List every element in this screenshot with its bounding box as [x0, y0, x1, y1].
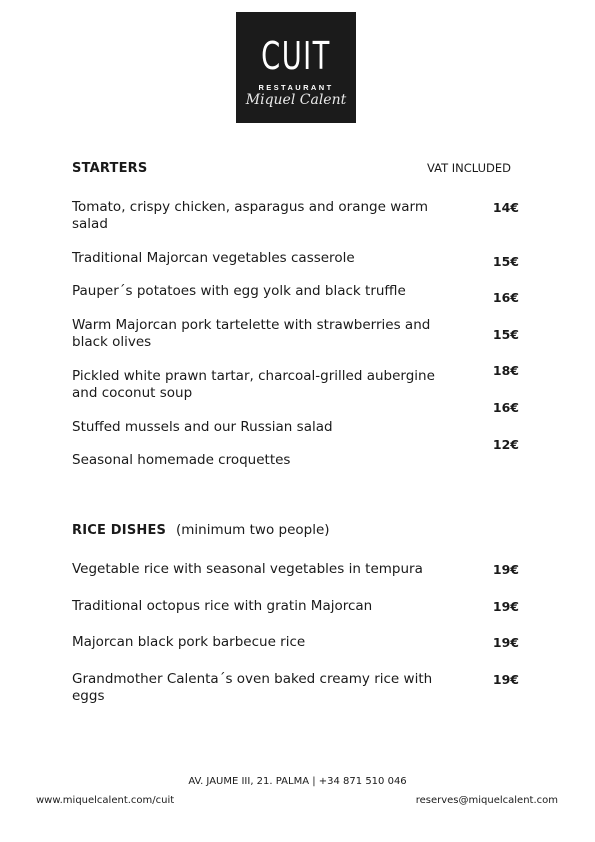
starter-item-price: 14€	[492, 200, 519, 215]
starter-item-price: 15€	[492, 327, 519, 342]
restaurant-logo	[236, 12, 356, 123]
rice-note: (minimum two people)	[176, 522, 330, 538]
starter-item-name: Pauper´s potatoes with egg yolk and black truffle	[72, 283, 406, 299]
footer-email-link[interactable]: reserves@miquelcalent.com	[415, 795, 558, 806]
vat-note: VAT INCLUDED	[427, 161, 512, 175]
starter-item-name: Stuffed mussels and our Russian salad	[72, 419, 333, 435]
rice-item-price: 19€	[492, 672, 519, 687]
footer-address: AV. JAUME III, 21. PALMA | +34 871 510 046	[188, 776, 407, 787]
rice-heading: RICE DISHES	[72, 523, 167, 538]
starter-item-price: 18€	[492, 363, 519, 378]
rice-item-name: Majorcan black pork barbecue rice	[72, 634, 306, 650]
logo-brand: CUIT	[261, 34, 331, 78]
rice-item-name: Traditional octopus rice with gratin Majorcan	[72, 598, 373, 614]
footer-website-link[interactable]: www.miquelcalent.com/cuit	[36, 795, 175, 806]
rice-item-name: Vegetable rice with seasonal vegetables in tempura	[72, 561, 423, 577]
rice-item-price: 19€	[492, 599, 519, 614]
starter-item-price: 12€	[492, 437, 519, 452]
starters-heading: STARTERS	[72, 161, 148, 176]
rice-item-price: 19€	[492, 562, 519, 577]
rice-item-price: 19€	[492, 635, 519, 650]
starter-item-name: Traditional Majorcan vegetables casserole	[72, 250, 355, 266]
starter-item-price: 15€	[492, 254, 519, 269]
logo-signature: Miquel Calent	[245, 92, 347, 108]
starter-item-name: Seasonal homemade croquettes	[72, 452, 291, 468]
starter-item-name: Warm Majorcan pork tartelette with strawberries and black olives	[72, 317, 431, 350]
starter-item-name: Tomato, crispy chicken, asparagus and orange warm salad	[72, 199, 429, 232]
starter-item-price: 16€	[492, 400, 519, 415]
starter-item-name: Pickled white prawn tartar, charcoal-grilled aubergine and coconut soup	[72, 368, 435, 401]
rice-item-name: Grandmother Calenta´s oven baked creamy rice with eggs	[72, 671, 433, 704]
starter-item-price: 16€	[492, 290, 519, 305]
logo-subtitle: RESTAURANT	[258, 83, 334, 92]
